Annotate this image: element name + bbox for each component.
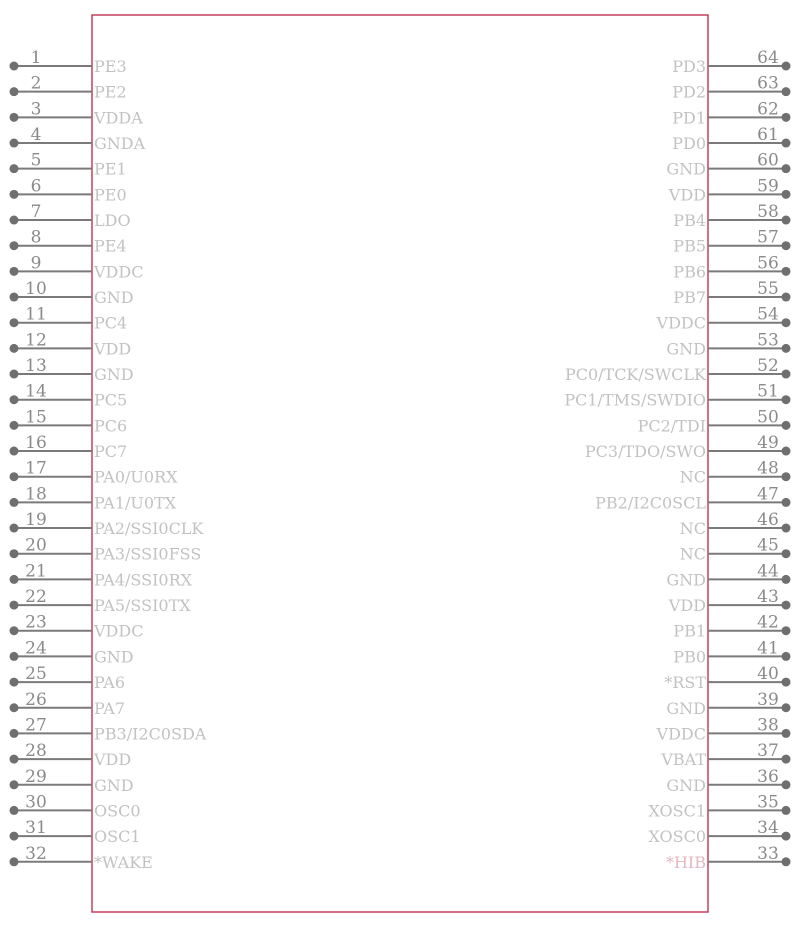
pin-terminal-dot xyxy=(10,498,19,507)
pin-number: 2 xyxy=(30,73,42,94)
pin-name: PC3/TDO/SWO xyxy=(584,442,706,462)
pin-terminal-dot xyxy=(782,806,791,815)
pin-terminal-dot xyxy=(10,113,19,122)
pin-1 xyxy=(10,48,127,76)
pin-terminal-dot xyxy=(782,524,791,533)
pin-name: PA6 xyxy=(94,673,126,693)
pin-terminal-dot xyxy=(782,344,791,353)
pin-name: NC xyxy=(679,544,706,564)
pin-number: 53 xyxy=(757,330,779,351)
right-pin-group xyxy=(564,48,790,872)
pin-35 xyxy=(648,792,790,820)
ic-body-outline xyxy=(92,15,708,912)
pin-number: 55 xyxy=(757,279,779,300)
pin-name: PB0 xyxy=(673,647,706,667)
pin-terminal-dot xyxy=(10,703,19,712)
pin-terminal-dot xyxy=(10,87,19,96)
pin-name: VDDC xyxy=(656,724,706,744)
pin-number: 47 xyxy=(757,484,779,505)
pin-number: 64 xyxy=(757,48,779,68)
pin-name: PC4 xyxy=(94,313,128,333)
pin-51 xyxy=(564,382,790,410)
pin-name: GNDA xyxy=(94,134,146,154)
left-pin-group xyxy=(10,48,207,872)
pin-number: 25 xyxy=(25,664,47,685)
pin-name: GND xyxy=(94,288,134,308)
pin-number: 22 xyxy=(25,587,47,608)
pin-25 xyxy=(10,664,126,692)
pin-name: PB4 xyxy=(673,211,706,231)
pin-name: *WAKE xyxy=(94,852,153,872)
pin-terminal-dot xyxy=(10,421,19,430)
pin-terminal-dot xyxy=(782,62,791,71)
pin-number: 12 xyxy=(25,330,47,351)
pin-name: PD0 xyxy=(672,134,706,154)
pin-number: 50 xyxy=(757,407,779,428)
pin-name: PB1 xyxy=(673,621,706,641)
pin-name: PD2 xyxy=(672,82,706,102)
pin-terminal-dot xyxy=(782,241,791,250)
pin-name: VDD xyxy=(94,750,132,770)
pin-terminal-dot xyxy=(782,626,791,635)
pin-name: GND xyxy=(94,647,134,667)
pin-terminal-dot xyxy=(782,857,791,866)
pin-49 xyxy=(585,433,791,461)
pin-7 xyxy=(10,202,131,230)
pin-name: GND xyxy=(666,339,706,359)
pin-number: 15 xyxy=(25,407,47,428)
pin-name: PE1 xyxy=(94,159,127,179)
pin-name: VDD xyxy=(94,339,132,359)
pin-name: OSC1 xyxy=(94,827,141,847)
pin-terminal-dot xyxy=(782,472,791,481)
pin-name: PE3 xyxy=(94,57,127,76)
pin-terminal-dot xyxy=(10,447,19,456)
pin-name: VDDA xyxy=(94,108,143,128)
pin-name: PC1/TMS/SWDIO xyxy=(564,390,706,410)
pin-number: 52 xyxy=(757,356,779,377)
pin-name: PA1/U0TX xyxy=(94,493,177,513)
pin-number: 8 xyxy=(30,227,42,248)
pin-number: 7 xyxy=(30,202,42,223)
pin-name: PB6 xyxy=(673,262,706,282)
pin-terminal-dot xyxy=(782,729,791,738)
pin-name: PE0 xyxy=(94,185,127,205)
pin-62 xyxy=(672,99,790,127)
pin-terminal-dot xyxy=(782,755,791,764)
pin-9 xyxy=(10,253,144,281)
pin-name: PE2 xyxy=(94,82,127,102)
pin-terminal-dot xyxy=(782,370,791,379)
pin-24 xyxy=(10,638,134,666)
pin-34 xyxy=(648,818,790,846)
pin-number: 59 xyxy=(757,176,779,197)
pin-21 xyxy=(10,561,193,589)
pin-terminal-dot xyxy=(10,729,19,738)
pin-name: NC xyxy=(679,519,706,539)
pin-terminal-dot xyxy=(782,703,791,712)
pin-36 xyxy=(666,767,790,795)
pin-22 xyxy=(10,587,192,615)
pin-number: 63 xyxy=(757,73,779,94)
pin-name: LDO xyxy=(94,211,131,231)
pin-4 xyxy=(10,125,146,153)
pin-number: 32 xyxy=(25,843,47,864)
pin-terminal-dot xyxy=(782,318,791,327)
pin-33 xyxy=(666,844,791,872)
pin-name: VDD xyxy=(668,185,706,205)
pin-number: 24 xyxy=(25,638,47,659)
pin-terminal-dot xyxy=(10,241,19,250)
pin-name: NC xyxy=(679,467,706,487)
pin-terminal-dot xyxy=(782,395,791,404)
pin-name: GND xyxy=(666,159,706,179)
pin-31 xyxy=(10,818,141,846)
pin-number: 48 xyxy=(757,458,779,479)
pin-name: VBAT xyxy=(661,750,706,770)
pin-12 xyxy=(10,330,132,358)
pin-name: PA0/U0RX xyxy=(94,467,178,487)
pin-number: 19 xyxy=(25,510,47,531)
pin-number: 57 xyxy=(757,227,779,248)
pin-number: 13 xyxy=(25,356,47,377)
pin-number: 33 xyxy=(757,843,779,864)
pin-number: 1 xyxy=(30,48,42,68)
pin-48 xyxy=(680,459,791,487)
pin-terminal-dot xyxy=(10,601,19,610)
pin-number: 3 xyxy=(30,99,42,120)
pin-name: *RST xyxy=(664,673,706,693)
pin-41 xyxy=(673,638,790,666)
pin-terminal-dot xyxy=(10,267,19,276)
pin-52 xyxy=(565,356,791,384)
pin-number: 38 xyxy=(757,715,779,736)
pin-13 xyxy=(10,356,134,384)
pin-terminal-dot xyxy=(782,293,791,302)
pin-number: 6 xyxy=(30,176,42,197)
pin-number: 17 xyxy=(25,458,47,479)
pin-terminal-dot xyxy=(782,421,791,430)
pin-number: 16 xyxy=(25,433,47,454)
pin-27 xyxy=(10,715,207,743)
pin-number: 43 xyxy=(757,587,779,608)
pin-18 xyxy=(10,484,177,512)
pin-number: 36 xyxy=(757,766,779,787)
pin-number: 37 xyxy=(757,741,779,762)
pin-terminal-dot xyxy=(782,190,791,199)
pin-26 xyxy=(10,690,126,718)
pin-terminal-dot xyxy=(782,267,791,276)
pin-30 xyxy=(10,792,141,820)
pin-name: VDDC xyxy=(94,621,144,641)
pin-terminal-dot xyxy=(782,164,791,173)
pin-number: 18 xyxy=(25,484,47,505)
pin-5 xyxy=(10,151,127,179)
pin-terminal-dot xyxy=(782,113,791,122)
pin-number: 51 xyxy=(757,381,779,402)
pin-55 xyxy=(673,279,790,307)
pin-10 xyxy=(10,279,134,307)
pin-terminal-dot xyxy=(10,370,19,379)
pin-14 xyxy=(10,382,128,410)
pin-number: 60 xyxy=(757,150,779,171)
pin-name: GND xyxy=(94,775,134,795)
pin-number: 39 xyxy=(757,689,779,710)
pin-terminal-dot xyxy=(782,216,791,225)
pin-number: 5 xyxy=(30,150,42,171)
pin-50 xyxy=(638,407,791,435)
pin-name: PC0/TCK/SWCLK xyxy=(564,365,706,385)
pin-number: 34 xyxy=(757,818,779,839)
pin-number: 49 xyxy=(757,433,779,454)
pin-32 xyxy=(10,844,153,872)
pin-44 xyxy=(666,561,790,589)
pin-number: 29 xyxy=(25,766,47,787)
pin-terminal-dot xyxy=(10,832,19,841)
pin-terminal-dot xyxy=(782,832,791,841)
pin-name: VDD xyxy=(668,596,706,616)
pin-number: 54 xyxy=(757,304,779,325)
pin-53 xyxy=(666,330,790,358)
pin-number: 31 xyxy=(25,818,47,839)
pin-2 xyxy=(10,74,127,102)
pin-terminal-dot xyxy=(10,678,19,687)
pin-number: 11 xyxy=(25,304,47,325)
pin-name: PB5 xyxy=(673,236,706,256)
pin-terminal-dot xyxy=(782,575,791,584)
pin-number: 10 xyxy=(25,279,47,300)
pin-name: XOSC1 xyxy=(648,801,706,821)
pin-40 xyxy=(664,664,790,692)
pin-terminal-dot xyxy=(782,652,791,661)
pin-number: 44 xyxy=(757,561,779,582)
pin-terminal-dot xyxy=(10,806,19,815)
pin-number: 42 xyxy=(757,612,779,633)
pin-terminal-dot xyxy=(10,857,19,866)
pin-number: 61 xyxy=(757,125,779,146)
pin-42 xyxy=(673,613,790,641)
pin-number: 20 xyxy=(25,535,47,556)
pin-37 xyxy=(660,741,790,769)
pin-name: PB2/I2C0SCL xyxy=(595,493,706,513)
pin-39 xyxy=(666,690,790,718)
pin-terminal-dot xyxy=(10,293,19,302)
pin-name: PD1 xyxy=(672,108,706,128)
pin-number: 23 xyxy=(25,612,47,633)
pin-38 xyxy=(656,715,791,743)
pin-60 xyxy=(666,151,790,179)
pin-number: 45 xyxy=(757,535,779,556)
pin-number: 30 xyxy=(25,792,47,813)
pin-59 xyxy=(668,176,791,204)
pin-19 xyxy=(10,510,205,538)
pin-number: 28 xyxy=(25,741,47,762)
pin-terminal-dot xyxy=(10,62,19,71)
pin-number: 4 xyxy=(30,125,42,146)
pin-46 xyxy=(680,510,791,538)
pin-name: GND xyxy=(94,365,134,385)
pin-terminal-dot xyxy=(10,755,19,764)
pin-16 xyxy=(10,433,128,461)
pin-61 xyxy=(672,125,790,153)
pin-name: VDDC xyxy=(656,313,706,333)
pin-number: 26 xyxy=(25,689,47,710)
pin-number: 62 xyxy=(757,99,779,120)
pin-terminal-dot xyxy=(10,780,19,789)
pin-number: 40 xyxy=(757,664,779,685)
pin-terminal-dot xyxy=(10,549,19,558)
pin-name: PC2/TDI xyxy=(637,416,706,436)
pin-name: GND xyxy=(666,698,706,718)
pin-64 xyxy=(672,48,790,76)
pin-number: 27 xyxy=(25,715,47,736)
pin-terminal-dot xyxy=(782,447,791,456)
pin-terminal-dot xyxy=(782,549,791,558)
pin-47 xyxy=(595,484,790,512)
pin-63 xyxy=(672,74,790,102)
pin-name: GND xyxy=(666,570,706,590)
pin-name: PB7 xyxy=(673,288,706,308)
pin-terminal-dot xyxy=(10,626,19,635)
pin-6 xyxy=(10,176,127,204)
pin-number: 41 xyxy=(757,638,779,659)
pin-name: GND xyxy=(666,775,706,795)
pin-name: PA4/SSI0RX xyxy=(94,570,192,590)
pin-43 xyxy=(668,587,791,615)
pin-28 xyxy=(10,741,132,769)
pin-number: 58 xyxy=(757,202,779,223)
pin-name: PA5/SSI0TX xyxy=(94,596,191,616)
pin-20 xyxy=(10,536,202,564)
pin-terminal-dot xyxy=(10,395,19,404)
pin-terminal-dot xyxy=(782,780,791,789)
pin-29 xyxy=(10,767,134,795)
pin-name: PB3/I2C0SDA xyxy=(94,724,207,744)
pin-name: PA3/SSI0FSS xyxy=(94,544,202,564)
pin-45 xyxy=(680,536,791,564)
pin-name: PA7 xyxy=(94,698,126,718)
pin-terminal-dot xyxy=(10,216,19,225)
pin-57 xyxy=(673,228,790,256)
pin-terminal-dot xyxy=(782,139,791,148)
pin-17 xyxy=(10,459,179,487)
pin-terminal-dot xyxy=(10,524,19,533)
pin-58 xyxy=(673,202,790,230)
pin-15 xyxy=(10,407,128,435)
pin-terminal-dot xyxy=(10,575,19,584)
pin-number: 46 xyxy=(757,510,779,531)
pin-number: 9 xyxy=(30,253,42,274)
pin-terminal-dot xyxy=(10,318,19,327)
pin-number: 35 xyxy=(757,792,779,813)
pin-terminal-dot xyxy=(10,139,19,148)
pin-name: *HIB xyxy=(665,852,706,872)
pin-56 xyxy=(673,253,790,281)
pin-terminal-dot xyxy=(10,652,19,661)
pin-11 xyxy=(10,305,128,333)
pin-number: 21 xyxy=(25,561,47,582)
pin-name: PD3 xyxy=(672,57,706,76)
pin-name: PC6 xyxy=(94,416,128,436)
pin-23 xyxy=(10,613,144,641)
pin-terminal-dot xyxy=(10,344,19,353)
pin-terminal-dot xyxy=(782,678,791,687)
pin-3 xyxy=(10,99,144,127)
pin-name: PC7 xyxy=(94,442,128,462)
pin-54 xyxy=(656,305,791,333)
pin-8 xyxy=(10,228,127,256)
pin-terminal-dot xyxy=(10,164,19,173)
pin-terminal-dot xyxy=(782,601,791,610)
pin-name: PC5 xyxy=(94,390,128,410)
pin-terminal-dot xyxy=(782,87,791,96)
pin-name: OSC0 xyxy=(94,801,141,821)
pin-name: PE4 xyxy=(94,236,127,256)
pin-terminal-dot xyxy=(10,472,19,481)
pin-terminal-dot xyxy=(10,190,19,199)
pin-terminal-dot xyxy=(782,498,791,507)
pin-name: XOSC0 xyxy=(648,827,706,847)
pin-number: 56 xyxy=(757,253,779,274)
pin-number: 14 xyxy=(25,381,47,402)
pin-name: VDDC xyxy=(94,262,144,282)
pin-name: PA2/SSI0CLK xyxy=(94,519,204,539)
